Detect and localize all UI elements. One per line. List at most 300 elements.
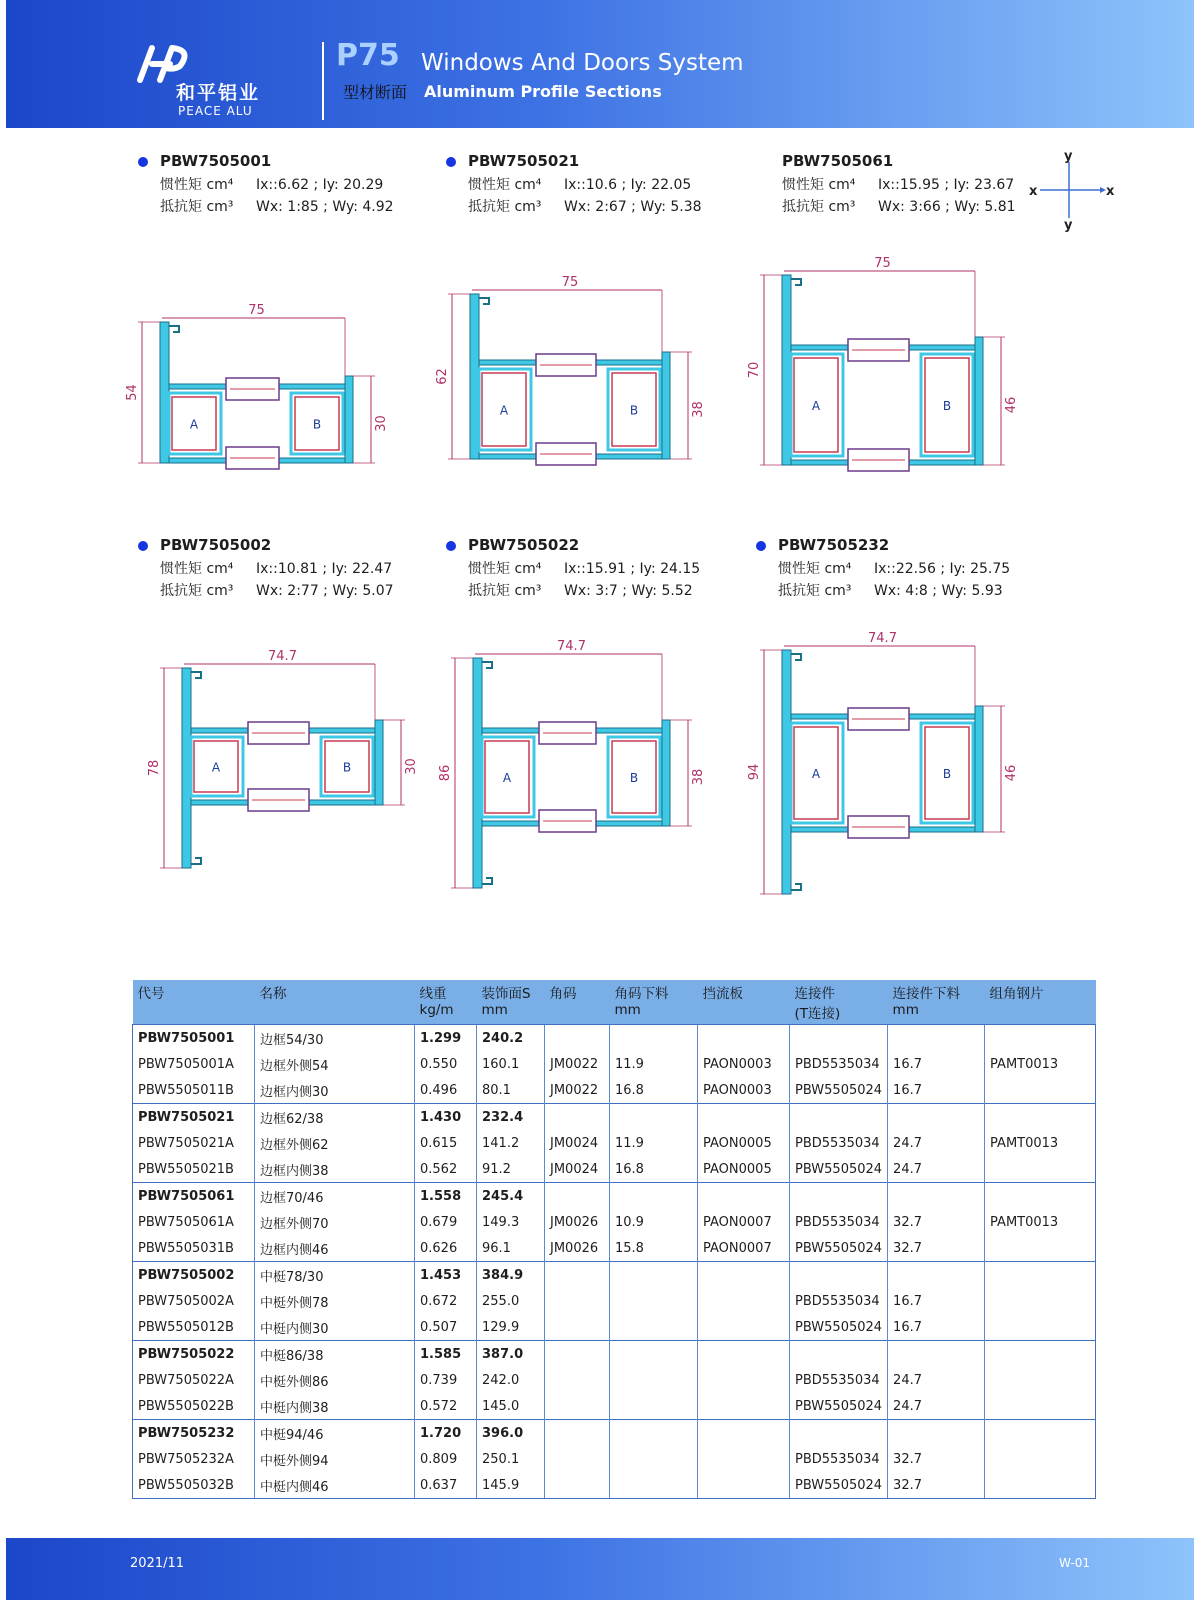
table-cell: PBW7505001A bbox=[133, 1051, 255, 1077]
table-cell bbox=[698, 1341, 790, 1368]
table-cell: 387.0 bbox=[477, 1341, 545, 1368]
col-header: 组角钢片 bbox=[985, 980, 1096, 1025]
table-cell bbox=[610, 1420, 698, 1447]
table-cell: 0.572 bbox=[415, 1393, 477, 1420]
table-cell: PBW7505061 bbox=[133, 1183, 255, 1210]
table-cell: 91.2 bbox=[477, 1156, 545, 1183]
table-cell: 232.4 bbox=[477, 1104, 545, 1131]
table-cell bbox=[698, 1367, 790, 1393]
table-row bbox=[133, 1420, 1096, 1447]
chamber-a-label: A bbox=[811, 767, 821, 781]
table-cell: 中梃外侧94 bbox=[255, 1446, 415, 1472]
table-cell: JM0022 bbox=[545, 1051, 610, 1077]
profile-drawing-4 bbox=[140, 640, 440, 900]
profile-info-3 bbox=[760, 152, 1060, 242]
table-cell bbox=[888, 1420, 985, 1447]
table-cell bbox=[790, 1104, 888, 1131]
table-cell bbox=[985, 1077, 1096, 1104]
table-cell: PBD5535034 bbox=[790, 1051, 888, 1077]
bullet-icon bbox=[446, 157, 456, 167]
table-cell: 240.2 bbox=[477, 1025, 545, 1052]
table-cell: PBW7505061A bbox=[133, 1209, 255, 1235]
table-cell: 24.7 bbox=[888, 1393, 985, 1420]
table-cell bbox=[610, 1367, 698, 1393]
table-cell bbox=[610, 1472, 698, 1499]
table-cell: PBW7505022A bbox=[133, 1367, 255, 1393]
table-cell: 0.507 bbox=[415, 1314, 477, 1341]
table-cell: 中梃86/38 bbox=[255, 1341, 415, 1368]
table-cell: 24.7 bbox=[888, 1367, 985, 1393]
table-cell: 0.615 bbox=[415, 1130, 477, 1156]
table-cell: 141.2 bbox=[477, 1130, 545, 1156]
dim-width-label: 74.7 bbox=[868, 631, 897, 646]
profile-info-6 bbox=[756, 536, 1056, 626]
dim-height-right-label: 46 bbox=[1004, 396, 1019, 414]
table-cell: PBD5535034 bbox=[790, 1446, 888, 1472]
table-cell bbox=[545, 1025, 610, 1052]
inertia-row: 惯性矩 cm⁴ Ix::22.56 ; Iy: 25.75 bbox=[778, 561, 1011, 577]
table-cell: 0.496 bbox=[415, 1077, 477, 1104]
table-cell: PBW7505022 bbox=[133, 1341, 255, 1368]
table-cell: 边框外侧62 bbox=[255, 1130, 415, 1156]
axis-y-top-label: y bbox=[1064, 149, 1073, 164]
profile-code: PBW7505001 bbox=[160, 152, 272, 170]
table-row bbox=[133, 1235, 1096, 1262]
dim-height-right-label: 38 bbox=[691, 768, 706, 786]
table-cell: PBD5535034 bbox=[790, 1209, 888, 1235]
modulus-row: 抵抗矩 cm³ Wx: 3:66 ; Wy: 5.81 bbox=[782, 199, 1016, 215]
table-cell: 边框54/30 bbox=[255, 1025, 415, 1052]
right-flange bbox=[375, 720, 383, 805]
table-cell bbox=[790, 1420, 888, 1447]
table-cell: 0.809 bbox=[415, 1446, 477, 1472]
table-cell bbox=[985, 1183, 1096, 1210]
profile-drawing-2 bbox=[425, 262, 725, 482]
table-cell bbox=[790, 1183, 888, 1210]
table-cell bbox=[545, 1288, 610, 1314]
table-cell bbox=[698, 1262, 790, 1289]
dim-height-left-label: 86 bbox=[438, 764, 453, 782]
table-cell: PBW5505031B bbox=[133, 1235, 255, 1262]
chamber-b-label: B bbox=[629, 403, 639, 418]
table-cell bbox=[888, 1183, 985, 1210]
table-cell: PBW5505024 bbox=[790, 1314, 888, 1341]
table-cell: 中梃94/46 bbox=[255, 1420, 415, 1447]
table-cell bbox=[790, 1341, 888, 1368]
dim-width-label: 74.7 bbox=[268, 649, 297, 664]
table-row bbox=[133, 1183, 1096, 1210]
table-cell bbox=[545, 1472, 610, 1499]
table-row bbox=[133, 1446, 1096, 1472]
table-cell bbox=[610, 1446, 698, 1472]
logo-cn-text: 和平铝业 bbox=[176, 82, 261, 104]
table-cell: 32.7 bbox=[888, 1446, 985, 1472]
table-cell: 11.9 bbox=[610, 1051, 698, 1077]
table-cell: 160.1 bbox=[477, 1051, 545, 1077]
footer-banner bbox=[6, 1538, 1194, 1600]
table-cell: 中梃外侧78 bbox=[255, 1288, 415, 1314]
table-cell bbox=[985, 1156, 1096, 1183]
table-cell: 16.8 bbox=[610, 1077, 698, 1104]
table-cell: 32.7 bbox=[888, 1472, 985, 1499]
chamber-a-label: A bbox=[189, 417, 199, 432]
table-cell: PBW5505022B bbox=[133, 1393, 255, 1420]
axis-x-left-label: x bbox=[1029, 184, 1038, 199]
table-cell: 149.3 bbox=[477, 1209, 545, 1235]
modulus-row: 抵抗矩 cm³ Wx: 4:8 ; Wy: 5.93 bbox=[778, 583, 1003, 599]
table-cell bbox=[698, 1104, 790, 1131]
table-cell bbox=[698, 1393, 790, 1420]
right-flange bbox=[975, 706, 983, 832]
inertia-row: 惯性矩 cm⁴ Ix::15.95 ; Iy: 23.67 bbox=[782, 177, 1015, 193]
inertia-row: 惯性矩 cm⁴ Ix::10.6 ; Iy: 22.05 bbox=[468, 177, 692, 193]
table-row bbox=[133, 1156, 1096, 1183]
table-cell bbox=[610, 1025, 698, 1052]
table-cell: 24.7 bbox=[888, 1130, 985, 1156]
table-cell bbox=[888, 1104, 985, 1131]
table-row bbox=[133, 1367, 1096, 1393]
profile-drawing-5 bbox=[425, 640, 725, 915]
table-cell: 80.1 bbox=[477, 1077, 545, 1104]
dim-width-label: 74.7 bbox=[557, 639, 586, 654]
table-cell: 边框62/38 bbox=[255, 1104, 415, 1131]
table-cell: 0.672 bbox=[415, 1288, 477, 1314]
table-cell bbox=[985, 1393, 1096, 1420]
table-cell: PBW5505032B bbox=[133, 1472, 255, 1499]
profile-info-5 bbox=[446, 536, 746, 626]
col-header: 挡流板 bbox=[698, 980, 790, 1025]
table-cell bbox=[698, 1446, 790, 1472]
table-cell bbox=[985, 1446, 1096, 1472]
profile-drawing-1 bbox=[118, 280, 418, 485]
chamber-a-label: A bbox=[811, 399, 821, 413]
col-header: 角码 bbox=[545, 980, 610, 1025]
table-row bbox=[133, 1025, 1096, 1052]
table-cell: 396.0 bbox=[477, 1420, 545, 1447]
col-header: 线重 kg/m bbox=[415, 980, 477, 1025]
dim-height-left-label: 62 bbox=[435, 368, 450, 385]
table-cell: 边框外侧70 bbox=[255, 1209, 415, 1235]
table-cell bbox=[545, 1367, 610, 1393]
table-cell: PBD5535034 bbox=[790, 1367, 888, 1393]
hook bbox=[479, 298, 489, 304]
table-row bbox=[133, 1472, 1096, 1499]
table-cell bbox=[698, 1472, 790, 1499]
chamber-b-label: B bbox=[942, 399, 952, 413]
table-cell bbox=[888, 1262, 985, 1289]
table-cell: 中梃内侧38 bbox=[255, 1393, 415, 1420]
modulus-row: 抵抗矩 cm³ Wx: 1:85 ; Wy: 4.92 bbox=[160, 199, 394, 215]
bullet-icon bbox=[756, 541, 766, 551]
table-cell: PBW5505024 bbox=[790, 1156, 888, 1183]
table-cell: 1.453 bbox=[415, 1262, 477, 1289]
chamber-a-label: A bbox=[502, 771, 512, 785]
table-cell: 15.8 bbox=[610, 1235, 698, 1262]
table-cell: 中梃内侧46 bbox=[255, 1472, 415, 1499]
table-row bbox=[133, 1104, 1096, 1131]
table-cell bbox=[790, 1262, 888, 1289]
right-flange bbox=[662, 720, 670, 826]
table-cell: PBW5505011B bbox=[133, 1077, 255, 1104]
col-header: 装饰面S mm bbox=[477, 980, 545, 1025]
table-cell: PBW5505024 bbox=[790, 1472, 888, 1499]
hook bbox=[191, 672, 201, 678]
table-cell bbox=[985, 1472, 1096, 1499]
table-cell: PBW5505024 bbox=[790, 1393, 888, 1420]
table-cell: PAON0005 bbox=[698, 1156, 790, 1183]
chamber-b-label: B bbox=[312, 417, 322, 432]
table-cell bbox=[985, 1235, 1096, 1262]
table-cell: PAMT0013 bbox=[985, 1209, 1096, 1235]
table-cell: PAON0005 bbox=[698, 1130, 790, 1156]
table-cell: 边框内侧38 bbox=[255, 1156, 415, 1183]
profile-drawing-3 bbox=[740, 240, 1040, 480]
table-cell bbox=[545, 1393, 610, 1420]
hook bbox=[191, 858, 201, 864]
chamber-a-label: A bbox=[499, 403, 509, 418]
col-header: 连接件 (T连接) bbox=[790, 980, 888, 1025]
table-cell: PAMT0013 bbox=[985, 1051, 1096, 1077]
dim-height-left-label: 70 bbox=[747, 361, 762, 379]
table-cell bbox=[985, 1314, 1096, 1341]
table-cell: PBW7505232 bbox=[133, 1420, 255, 1447]
table-cell bbox=[985, 1262, 1096, 1289]
table-cell: 中梃内侧30 bbox=[255, 1314, 415, 1341]
table-cell: PBW7505021A bbox=[133, 1130, 255, 1156]
table-cell: JM0024 bbox=[545, 1156, 610, 1183]
table-cell bbox=[985, 1104, 1096, 1131]
logo-en-text: PEACE ALU bbox=[178, 104, 253, 118]
table-cell bbox=[545, 1341, 610, 1368]
col-header: 角码下料 mm bbox=[610, 980, 698, 1025]
inertia-row: 惯性矩 cm⁴ Ix::10.81 ; Iy: 22.47 bbox=[160, 561, 393, 577]
table-cell bbox=[610, 1393, 698, 1420]
table-cell bbox=[985, 1341, 1096, 1368]
chamber-b-label: B bbox=[942, 767, 952, 781]
spec-table bbox=[132, 980, 1096, 1499]
hook bbox=[482, 878, 492, 884]
table-cell: 1.299 bbox=[415, 1025, 477, 1052]
table-cell bbox=[545, 1183, 610, 1210]
table-cell: 0.626 bbox=[415, 1235, 477, 1262]
profile-info-4 bbox=[138, 536, 438, 626]
header-divider bbox=[322, 42, 324, 120]
table-cell bbox=[888, 1341, 985, 1368]
table-cell: 245.4 bbox=[477, 1183, 545, 1210]
table-cell bbox=[610, 1288, 698, 1314]
table-cell: 1.430 bbox=[415, 1104, 477, 1131]
profile-info-2 bbox=[446, 152, 746, 242]
series-code: P75 bbox=[336, 38, 400, 73]
profile-code: PBW7505021 bbox=[468, 152, 580, 170]
table-cell: PBD5535034 bbox=[790, 1130, 888, 1156]
chamber-b-label: B bbox=[342, 760, 352, 775]
table-cell: PAON0003 bbox=[698, 1077, 790, 1104]
table-cell bbox=[610, 1341, 698, 1368]
table-cell bbox=[610, 1183, 698, 1210]
profile-drawing-6 bbox=[740, 632, 1040, 927]
table-cell: 边框70/46 bbox=[255, 1183, 415, 1210]
table-cell bbox=[610, 1262, 698, 1289]
table-cell: PBW5505024 bbox=[790, 1077, 888, 1104]
dim-width-label: 75 bbox=[248, 303, 265, 318]
table-cell bbox=[545, 1262, 610, 1289]
col-header: 连接件下料 mm bbox=[888, 980, 985, 1025]
table-row bbox=[133, 1314, 1096, 1341]
table-cell bbox=[545, 1446, 610, 1472]
hook bbox=[791, 884, 801, 890]
table-cell: 16.7 bbox=[888, 1051, 985, 1077]
hook bbox=[791, 279, 801, 285]
hook bbox=[482, 662, 492, 668]
table-cell: 32.7 bbox=[888, 1209, 985, 1235]
dim-height-right-label: 30 bbox=[404, 758, 419, 775]
table-cell: 129.9 bbox=[477, 1314, 545, 1341]
profile-code: PBW7505002 bbox=[160, 536, 272, 554]
table-cell: PAON0003 bbox=[698, 1051, 790, 1077]
table-cell: PBW7505002A bbox=[133, 1288, 255, 1314]
table-cell bbox=[985, 1367, 1096, 1393]
modulus-row: 抵抗矩 cm³ Wx: 3:7 ; Wy: 5.52 bbox=[468, 583, 693, 599]
table-cell: 0.739 bbox=[415, 1367, 477, 1393]
table-cell: 0.637 bbox=[415, 1472, 477, 1499]
table-cell bbox=[985, 1288, 1096, 1314]
profile-code: PBW7505022 bbox=[468, 536, 580, 554]
table-cell: 16.7 bbox=[888, 1314, 985, 1341]
table-cell: 24.7 bbox=[888, 1156, 985, 1183]
profile-code: PBW7505061 bbox=[782, 152, 894, 170]
table-cell: PBW7505232A bbox=[133, 1446, 255, 1472]
table-cell bbox=[790, 1025, 888, 1052]
modulus-row: 抵抗矩 cm³ Wx: 2:67 ; Wy: 5.38 bbox=[468, 199, 702, 215]
dim-height-right-label: 38 bbox=[691, 401, 706, 418]
axis-legend-icon bbox=[1029, 149, 1115, 233]
table-cell: JM0024 bbox=[545, 1130, 610, 1156]
table-cell: 145.9 bbox=[477, 1472, 545, 1499]
table-header-row bbox=[133, 980, 1096, 1025]
col-header: 名称 bbox=[255, 980, 415, 1025]
table-cell: 10.9 bbox=[610, 1209, 698, 1235]
table-cell: 255.0 bbox=[477, 1288, 545, 1314]
profile-info-1 bbox=[138, 152, 438, 242]
dim-height-left-label: 54 bbox=[125, 384, 140, 401]
table-cell bbox=[698, 1183, 790, 1210]
system-title: Windows And Doors System bbox=[421, 50, 744, 76]
page-number: W-01 bbox=[1059, 1556, 1090, 1570]
table-row bbox=[133, 1262, 1096, 1289]
table-cell: 145.0 bbox=[477, 1393, 545, 1420]
table-cell: PAON0007 bbox=[698, 1209, 790, 1235]
table-cell: 250.1 bbox=[477, 1446, 545, 1472]
table-row bbox=[133, 1051, 1096, 1077]
axis-x-right-label: x bbox=[1106, 184, 1115, 199]
table-cell: 11.9 bbox=[610, 1130, 698, 1156]
table-cell: 边框内侧30 bbox=[255, 1077, 415, 1104]
dim-width-label: 75 bbox=[561, 275, 579, 290]
table-cell: 中梃78/30 bbox=[255, 1262, 415, 1289]
subtitle-en: Aluminum Profile Sections bbox=[424, 82, 662, 101]
dim-height-right-label: 46 bbox=[1004, 764, 1019, 782]
table-cell: PAON0007 bbox=[698, 1235, 790, 1262]
table-row bbox=[133, 1077, 1096, 1104]
table-row bbox=[133, 1209, 1096, 1235]
table-cell: 边框外侧54 bbox=[255, 1051, 415, 1077]
table-cell bbox=[985, 1420, 1096, 1447]
table-cell: PBW7505021 bbox=[133, 1104, 255, 1131]
table-cell: 1.585 bbox=[415, 1341, 477, 1368]
table-cell: JM0026 bbox=[545, 1209, 610, 1235]
table-cell: JM0026 bbox=[545, 1235, 610, 1262]
dim-height-right-label: 30 bbox=[374, 415, 389, 432]
right-flange bbox=[662, 352, 670, 459]
table-cell: 中梃外侧86 bbox=[255, 1367, 415, 1393]
table-cell: PBW7505001 bbox=[133, 1025, 255, 1052]
modulus-row: 抵抗矩 cm³ Wx: 2:77 ; Wy: 5.07 bbox=[160, 583, 394, 599]
right-flange bbox=[345, 376, 353, 463]
table-cell: 242.0 bbox=[477, 1367, 545, 1393]
table-row bbox=[133, 1288, 1096, 1314]
table-cell: 16.8 bbox=[610, 1156, 698, 1183]
table-cell: PBD5535034 bbox=[790, 1288, 888, 1314]
table-cell: 16.7 bbox=[888, 1288, 985, 1314]
bullet-icon bbox=[138, 541, 148, 551]
table-cell: 0.679 bbox=[415, 1209, 477, 1235]
table-cell: JM0022 bbox=[545, 1077, 610, 1104]
inertia-row: 惯性矩 cm⁴ Ix::15.91 ; Iy: 24.15 bbox=[468, 561, 701, 577]
table-cell bbox=[545, 1104, 610, 1131]
dim-height-left-label: 78 bbox=[147, 759, 162, 777]
footer-date: 2021/11 bbox=[130, 1556, 185, 1571]
bullet-icon bbox=[446, 541, 456, 551]
table-cell: PBW5505012B bbox=[133, 1314, 255, 1341]
chamber-b-label: B bbox=[629, 771, 639, 785]
table-cell bbox=[610, 1314, 698, 1341]
table-cell: 384.9 bbox=[477, 1262, 545, 1289]
table-cell: PBW5505021B bbox=[133, 1156, 255, 1183]
table-cell: PBW7505002 bbox=[133, 1262, 255, 1289]
bullet-icon bbox=[138, 157, 148, 167]
table-cell bbox=[698, 1314, 790, 1341]
table-cell: 边框内侧46 bbox=[255, 1235, 415, 1262]
table-cell: PBW5505024 bbox=[790, 1235, 888, 1262]
profile-code: PBW7505232 bbox=[778, 536, 890, 554]
subtitle-cn: 型材断面 bbox=[343, 83, 408, 102]
table-cell: 1.720 bbox=[415, 1420, 477, 1447]
table-cell bbox=[545, 1420, 610, 1447]
table-cell: 0.562 bbox=[415, 1156, 477, 1183]
axis-y-bottom-label: y bbox=[1064, 218, 1073, 233]
table-cell: 32.7 bbox=[888, 1235, 985, 1262]
hook bbox=[791, 654, 801, 660]
table-cell: 1.558 bbox=[415, 1183, 477, 1210]
table-cell bbox=[985, 1025, 1096, 1052]
hook bbox=[169, 326, 179, 332]
table-cell: 96.1 bbox=[477, 1235, 545, 1262]
right-flange bbox=[975, 337, 983, 465]
table-row bbox=[133, 1393, 1096, 1420]
table-cell bbox=[610, 1104, 698, 1131]
table-cell: PAMT0013 bbox=[985, 1130, 1096, 1156]
table-cell bbox=[698, 1288, 790, 1314]
table-row bbox=[133, 1341, 1096, 1368]
table-cell bbox=[888, 1025, 985, 1052]
col-header: 代号 bbox=[133, 980, 255, 1025]
table-cell bbox=[698, 1420, 790, 1447]
inertia-row: 惯性矩 cm⁴ Ix::6.62 ; Iy: 20.29 bbox=[160, 177, 384, 193]
chamber-a-label: A bbox=[211, 760, 221, 775]
table-cell: 16.7 bbox=[888, 1077, 985, 1104]
dim-width-label: 75 bbox=[874, 256, 891, 271]
